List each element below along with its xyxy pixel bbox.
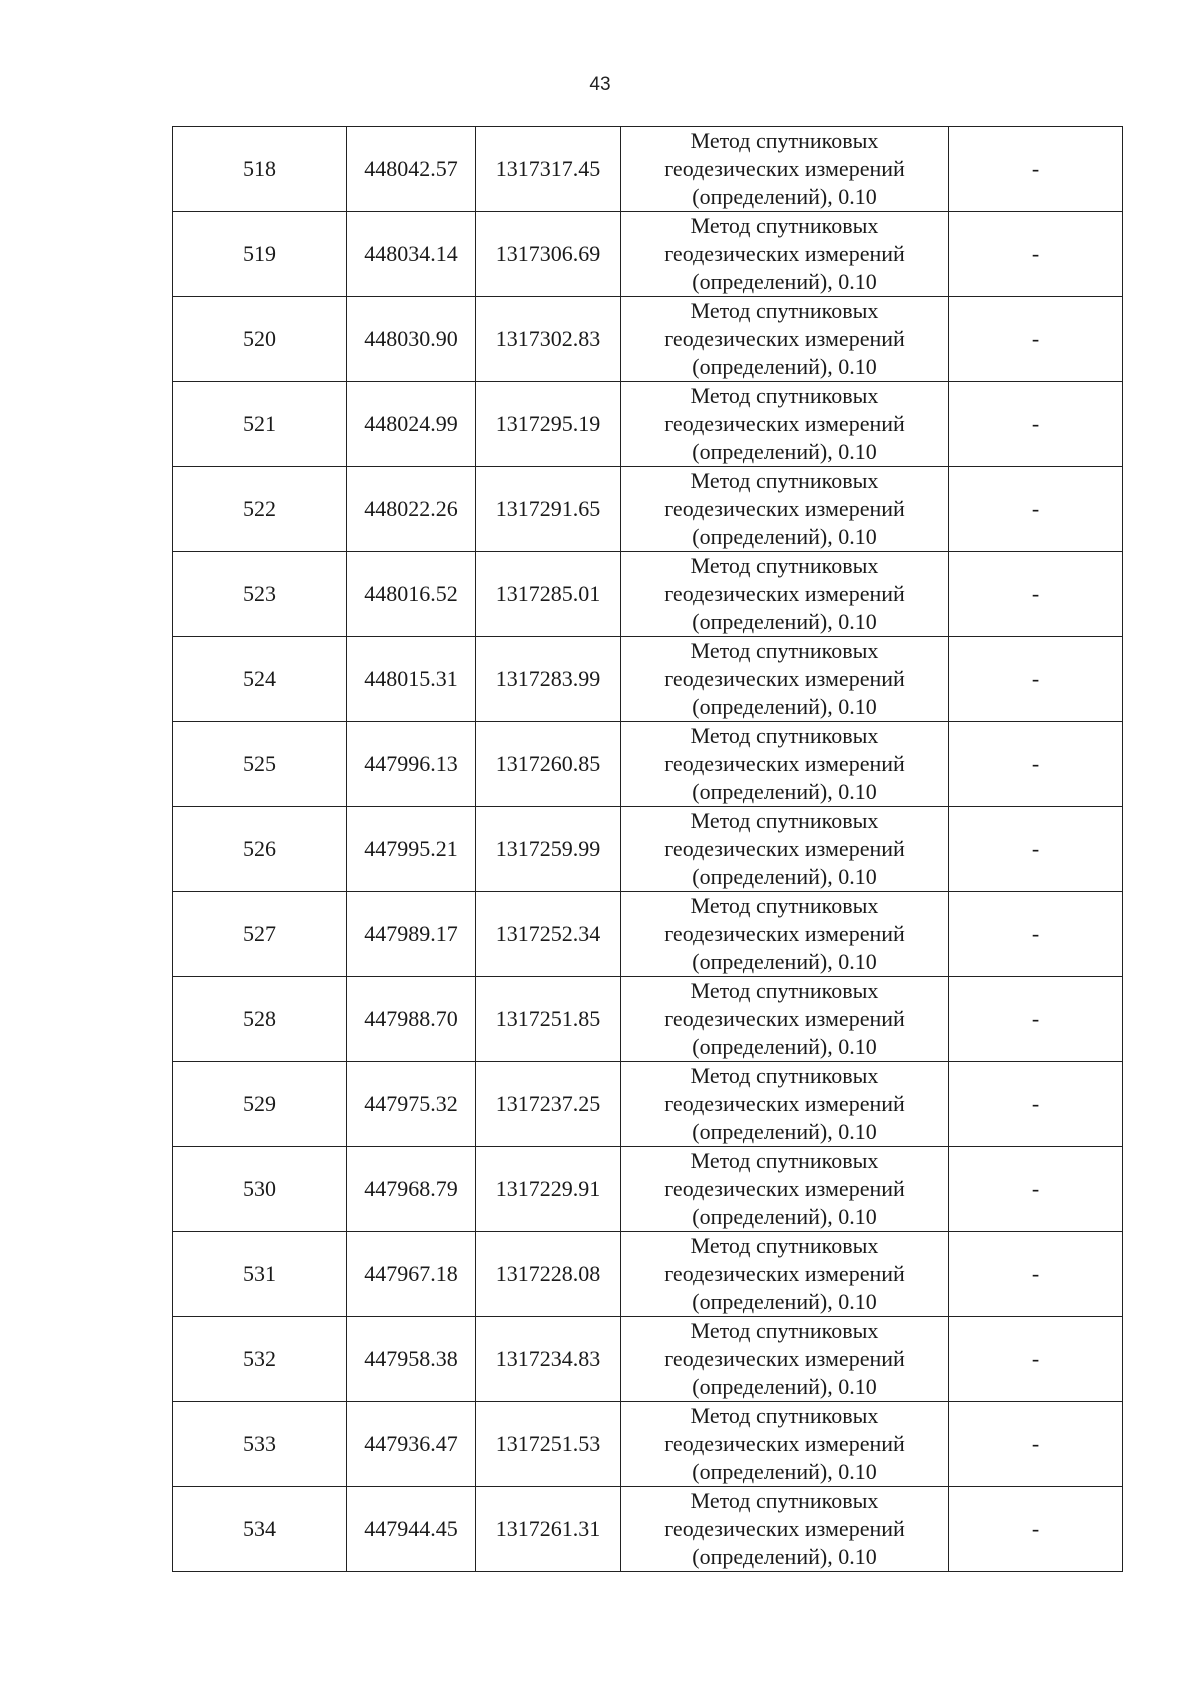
y-coordinate-cell: 1317228.08 <box>476 1232 621 1317</box>
method-line: Метод спутниковых <box>690 1488 879 1513</box>
note-cell: - <box>949 807 1123 892</box>
method-line: (определений), 0.10 <box>692 439 877 464</box>
point-number-cell: 523 <box>173 552 347 637</box>
method-line: геодезических измерений <box>664 1006 905 1031</box>
method-line: (определений), 0.10 <box>692 1119 877 1144</box>
note-cell: - <box>949 552 1123 637</box>
method-line: геодезических измерений <box>664 1176 905 1201</box>
table-row <box>173 977 1123 1062</box>
table-row <box>173 212 1123 297</box>
method-line: Метод спутниковых <box>690 723 879 748</box>
note-cell: - <box>949 1062 1123 1147</box>
table-row <box>173 892 1123 977</box>
y-coordinate-cell: 1317302.83 <box>476 297 621 382</box>
method-line: Метод спутниковых <box>690 1148 879 1173</box>
x-coordinate-cell: 447975.32 <box>347 1062 476 1147</box>
point-number-cell: 533 <box>173 1402 347 1487</box>
note-cell: - <box>949 977 1123 1062</box>
point-number-cell: 522 <box>173 467 347 552</box>
method-line: геодезических измерений <box>664 921 905 946</box>
method-cell <box>621 467 949 552</box>
method-line: геодезических измерений <box>664 156 905 181</box>
method-cell <box>621 1487 949 1572</box>
method-cell <box>621 637 949 722</box>
method-cell <box>621 1147 949 1232</box>
x-coordinate-cell: 448022.26 <box>347 467 476 552</box>
table-row <box>173 722 1123 807</box>
point-number-cell: 532 <box>173 1317 347 1402</box>
point-number-cell: 520 <box>173 297 347 382</box>
method-line: геодезических измерений <box>664 496 905 521</box>
note-cell: - <box>949 467 1123 552</box>
y-coordinate-cell: 1317261.31 <box>476 1487 621 1572</box>
method-line: (определений), 0.10 <box>692 1289 877 1314</box>
method-cell <box>621 382 949 467</box>
point-number-cell: 526 <box>173 807 347 892</box>
note-cell: - <box>949 382 1123 467</box>
method-line: Метод спутниковых <box>690 978 879 1003</box>
method-line: (определений), 0.10 <box>692 524 877 549</box>
x-coordinate-cell: 448024.99 <box>347 382 476 467</box>
y-coordinate-cell: 1317251.53 <box>476 1402 621 1487</box>
method-cell <box>621 552 949 637</box>
x-coordinate-cell: 447989.17 <box>347 892 476 977</box>
table-row <box>173 297 1123 382</box>
method-line: геодезических измерений <box>664 411 905 436</box>
page-number: 43 <box>589 74 611 95</box>
method-line: Метод спутниковых <box>690 553 879 578</box>
method-line: Метод спутниковых <box>690 1318 879 1343</box>
method-line: (определений), 0.10 <box>692 269 877 294</box>
method-line: геодезических измерений <box>664 326 905 351</box>
method-line: Метод спутниковых <box>690 808 879 833</box>
point-number-cell: 519 <box>173 212 347 297</box>
method-line: (определений), 0.10 <box>692 1374 877 1399</box>
y-coordinate-cell: 1317251.85 <box>476 977 621 1062</box>
y-coordinate-cell: 1317234.83 <box>476 1317 621 1402</box>
method-line: Метод спутниковых <box>690 1063 879 1088</box>
note-cell: - <box>949 1402 1123 1487</box>
table-row <box>173 552 1123 637</box>
y-coordinate-cell: 1317237.25 <box>476 1062 621 1147</box>
point-number-cell: 534 <box>173 1487 347 1572</box>
method-line: геодезических измерений <box>664 836 905 861</box>
table-row <box>173 1317 1123 1402</box>
method-line: (определений), 0.10 <box>692 864 877 889</box>
note-cell: - <box>949 297 1123 382</box>
method-cell <box>621 127 949 212</box>
y-coordinate-cell: 1317285.01 <box>476 552 621 637</box>
method-cell <box>621 1317 949 1402</box>
method-line: Метод спутниковых <box>690 1233 879 1258</box>
table-row <box>173 1487 1123 1572</box>
method-line: (определений), 0.10 <box>692 1034 877 1059</box>
method-line: геодезических измерений <box>664 1261 905 1286</box>
point-number-cell: 528 <box>173 977 347 1062</box>
x-coordinate-cell: 447968.79 <box>347 1147 476 1232</box>
method-line: геодезических измерений <box>664 581 905 606</box>
method-line: (определений), 0.10 <box>692 949 877 974</box>
y-coordinate-cell: 1317259.99 <box>476 807 621 892</box>
method-line: (определений), 0.10 <box>692 184 877 209</box>
method-cell <box>621 977 949 1062</box>
point-number-cell: 521 <box>173 382 347 467</box>
note-cell: - <box>949 637 1123 722</box>
method-line: геодезических измерений <box>664 666 905 691</box>
y-coordinate-cell: 1317295.19 <box>476 382 621 467</box>
method-cell <box>621 1062 949 1147</box>
method-line: Метод спутниковых <box>690 893 879 918</box>
note-cell: - <box>949 722 1123 807</box>
method-line: (определений), 0.10 <box>692 354 877 379</box>
point-number-cell: 530 <box>173 1147 347 1232</box>
note-cell: - <box>949 212 1123 297</box>
x-coordinate-cell: 448016.52 <box>347 552 476 637</box>
table-row <box>173 1402 1123 1487</box>
x-coordinate-cell: 447944.45 <box>347 1487 476 1572</box>
x-coordinate-cell: 448034.14 <box>347 212 476 297</box>
method-line: Метод спутниковых <box>690 1403 879 1428</box>
point-number-cell: 524 <box>173 637 347 722</box>
y-coordinate-cell: 1317306.69 <box>476 212 621 297</box>
method-cell <box>621 722 949 807</box>
table-row <box>173 807 1123 892</box>
point-number-cell: 531 <box>173 1232 347 1317</box>
point-number-cell: 529 <box>173 1062 347 1147</box>
method-cell <box>621 1232 949 1317</box>
note-cell: - <box>949 892 1123 977</box>
x-coordinate-cell: 448015.31 <box>347 637 476 722</box>
method-line: Метод спутниковых <box>690 638 879 663</box>
y-coordinate-cell: 1317317.45 <box>476 127 621 212</box>
y-coordinate-cell: 1317252.34 <box>476 892 621 977</box>
method-cell <box>621 1402 949 1487</box>
x-coordinate-cell: 447988.70 <box>347 977 476 1062</box>
method-line: геодезических измерений <box>664 1346 905 1371</box>
note-cell: - <box>949 1232 1123 1317</box>
x-coordinate-cell: 448030.90 <box>347 297 476 382</box>
method-line: геодезических измерений <box>664 1516 905 1541</box>
note-cell: - <box>949 127 1123 212</box>
method-cell <box>621 892 949 977</box>
method-line: Метод спутниковых <box>690 298 879 323</box>
x-coordinate-cell: 448042.57 <box>347 127 476 212</box>
table-row <box>173 382 1123 467</box>
method-line: (определений), 0.10 <box>692 609 877 634</box>
point-number-cell: 518 <box>173 127 347 212</box>
method-line: геодезических измерений <box>664 241 905 266</box>
method-line: геодезических измерений <box>664 1091 905 1116</box>
method-cell <box>621 212 949 297</box>
method-line: (определений), 0.10 <box>692 694 877 719</box>
method-line: Метод спутниковых <box>690 468 879 493</box>
table-row <box>173 1232 1123 1317</box>
table-row <box>173 1147 1123 1232</box>
x-coordinate-cell: 447996.13 <box>347 722 476 807</box>
note-cell: - <box>949 1487 1123 1572</box>
x-coordinate-cell: 447967.18 <box>347 1232 476 1317</box>
method-cell <box>621 297 949 382</box>
coordinates-table <box>172 126 1123 1572</box>
table-row <box>173 637 1123 722</box>
y-coordinate-cell: 1317291.65 <box>476 467 621 552</box>
x-coordinate-cell: 447936.47 <box>347 1402 476 1487</box>
y-coordinate-cell: 1317260.85 <box>476 722 621 807</box>
point-number-cell: 525 <box>173 722 347 807</box>
method-line: Метод спутниковых <box>690 383 879 408</box>
method-line: (определений), 0.10 <box>692 1544 877 1569</box>
method-line: геодезических измерений <box>664 1431 905 1456</box>
x-coordinate-cell: 447958.38 <box>347 1317 476 1402</box>
method-cell <box>621 807 949 892</box>
note-cell: - <box>949 1147 1123 1232</box>
x-coordinate-cell: 447995.21 <box>347 807 476 892</box>
method-line: (определений), 0.10 <box>692 1459 877 1484</box>
point-number-cell: 527 <box>173 892 347 977</box>
method-line: Метод спутниковых <box>690 213 879 238</box>
method-line: геодезических измерений <box>664 751 905 776</box>
table-row <box>173 1062 1123 1147</box>
coordinates-table-body <box>173 127 1123 1572</box>
method-line: (определений), 0.10 <box>692 779 877 804</box>
y-coordinate-cell: 1317283.99 <box>476 637 621 722</box>
note-cell: - <box>949 1317 1123 1402</box>
method-line: Метод спутниковых <box>690 128 879 153</box>
table-row <box>173 467 1123 552</box>
table-row <box>173 127 1123 212</box>
method-line: (определений), 0.10 <box>692 1204 877 1229</box>
y-coordinate-cell: 1317229.91 <box>476 1147 621 1232</box>
